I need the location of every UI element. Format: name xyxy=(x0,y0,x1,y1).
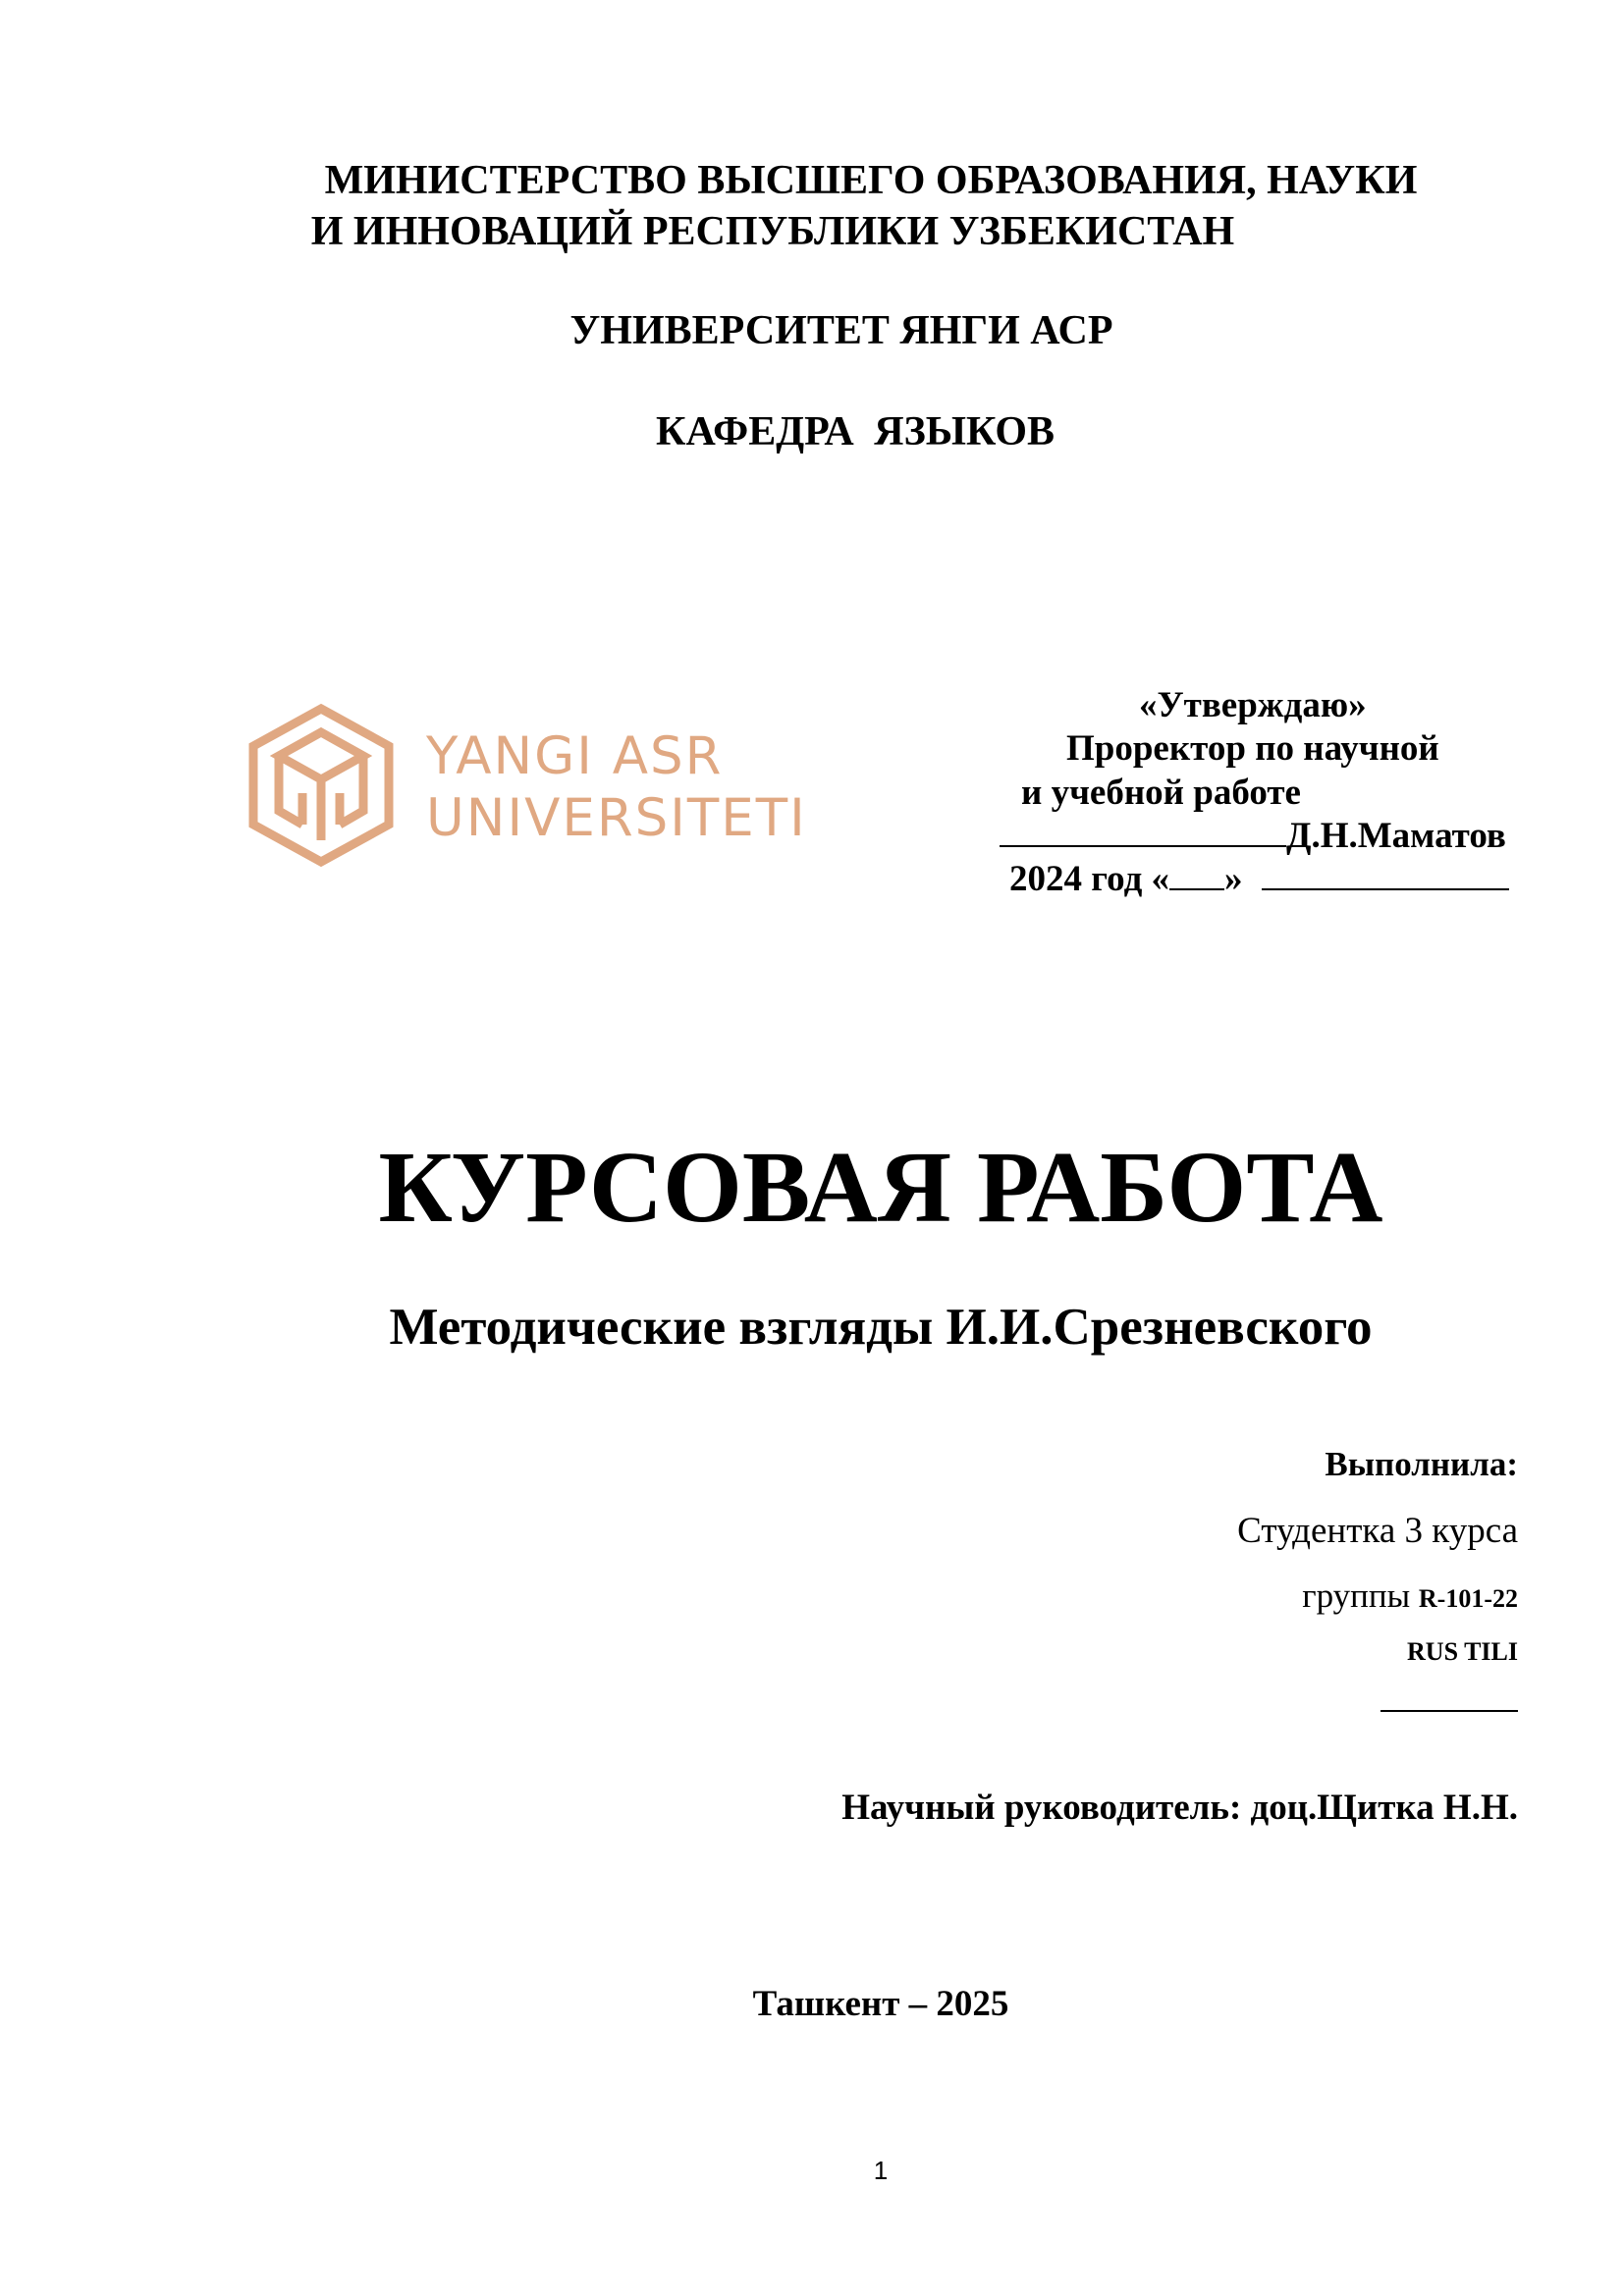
performer-language: RUS TILI xyxy=(1407,1637,1518,1666)
approval-position-line-2: и учебной работе xyxy=(1021,773,1301,813)
performer-group xyxy=(1302,1576,1518,1616)
approval-signer: Д.Н.Маматов xyxy=(1286,816,1506,856)
date-month-blank xyxy=(1262,859,1509,890)
logo-text-line-2: UNIVERSITETI xyxy=(426,788,807,848)
performer-signature-blank xyxy=(1380,1710,1518,1712)
date-day-blank xyxy=(1169,859,1224,890)
logo-text-line-1: YANGI ASR xyxy=(426,726,724,786)
ministry-line-1: МИНИСТЕРСТВО ВЫСШЕГО ОБРАЗОВАНИЯ, НАУКИ xyxy=(324,158,1418,203)
performer-label: Выполнила: xyxy=(1325,1445,1518,1483)
group-label: группы xyxy=(1302,1576,1419,1615)
document-subtitle: Методические взгляды И.И.Срезневского xyxy=(389,1299,1373,1356)
department-name: КАФЕДРА ЯЗЫКОВ xyxy=(656,409,1056,454)
approval-year: 2024 год « xyxy=(1009,859,1170,899)
city-year: Ташкент – 2025 xyxy=(752,1984,1009,2024)
group-code: R-101-22 xyxy=(1418,1584,1518,1613)
approval-date-line xyxy=(1009,858,1509,901)
cube-logo-icon xyxy=(247,703,395,868)
university-name: УНИВЕРСИТЕТ ЯНГИ АСР xyxy=(569,308,1113,353)
university-logo xyxy=(247,703,807,870)
page-number: 1 xyxy=(873,2156,889,2185)
approval-signature-line xyxy=(1000,815,1506,858)
document-title: КУРСОВАЯ РАБОТА xyxy=(378,1131,1383,1244)
scientific-advisor: Научный руководитель: доц.Щитка Н.Н. xyxy=(841,1788,1518,1828)
approval-position-line-1: Проректор по научной xyxy=(1066,728,1439,769)
ministry-line-2: И ИННОВАЦИЙ РЕСПУБЛИКИ УЗБЕКИСТАН xyxy=(310,209,1235,254)
approval-quote-close: » xyxy=(1224,859,1243,899)
signature-blank xyxy=(1000,816,1286,847)
approval-heading: «Утверждаю» xyxy=(1139,685,1367,725)
ministry-heading xyxy=(0,155,1624,257)
performer-student: Студентка 3 курса xyxy=(1237,1511,1518,1551)
